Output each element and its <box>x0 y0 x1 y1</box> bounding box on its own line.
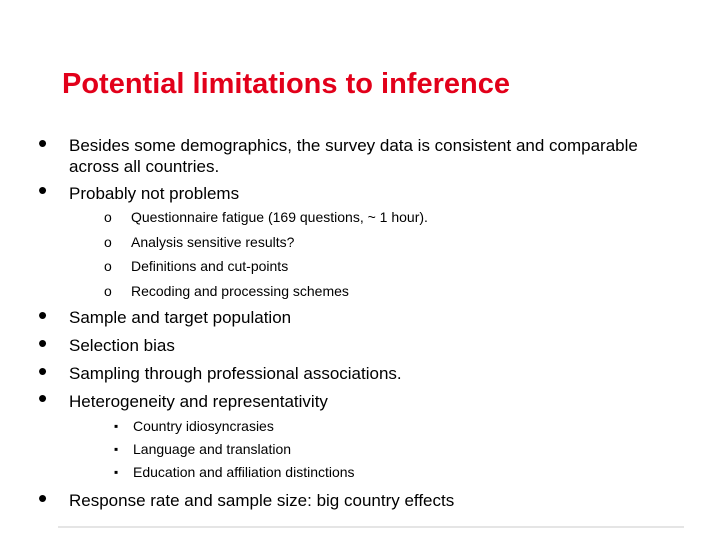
sub-item: Questionnaire fatigue (169 questions, ~ 1 hour). <box>131 209 428 225</box>
bullet-dot: • <box>38 175 48 205</box>
bullet-text-1: Besides some demographics, the survey data is consistent and comparable across all countries. <box>69 136 638 176</box>
bullet-dot: • <box>38 383 48 413</box>
sub-bullet-circle: o <box>104 209 112 225</box>
bullet-dot: • <box>38 328 48 358</box>
bullet-text-4: Selection bias <box>69 336 175 355</box>
sub-item: Country idiosyncrasies <box>133 418 274 434</box>
footer-divider <box>58 526 684 528</box>
bullet-text-7: Response rate and sample size: big country effects <box>69 491 455 510</box>
sub-bullet-circle: o <box>104 258 112 274</box>
sub-item: Definitions and cut-points <box>131 258 289 274</box>
sub-bullet-square: ▪ <box>114 465 119 479</box>
sub-bullet-square: ▪ <box>114 442 119 456</box>
bullet-text-3: Sample and target population <box>69 308 292 327</box>
bullet-text-6: Heterogeneity and representativity <box>69 392 328 411</box>
slide-title: Potential limitations to inference <box>62 68 510 100</box>
sub-item: Recoding and processing schemes <box>131 283 349 299</box>
bullet-dot: • <box>38 128 48 158</box>
bullet-dot: • <box>38 483 48 513</box>
sub-bullet-circle: o <box>104 234 112 250</box>
bullet-dot: • <box>38 356 48 386</box>
bullet-text-2: Probably not problems <box>69 184 240 203</box>
sub-bullet-square: ▪ <box>114 419 119 433</box>
sub-item: Analysis sensitive results? <box>131 234 295 250</box>
sub-item: Education and affiliation distinctions <box>133 464 355 480</box>
sub-bullet-circle: o <box>104 283 112 299</box>
bullet-dot: • <box>38 300 48 330</box>
bullet-text-5: Sampling through professional associations. <box>69 364 402 383</box>
sub-item: Language and translation <box>133 441 292 457</box>
